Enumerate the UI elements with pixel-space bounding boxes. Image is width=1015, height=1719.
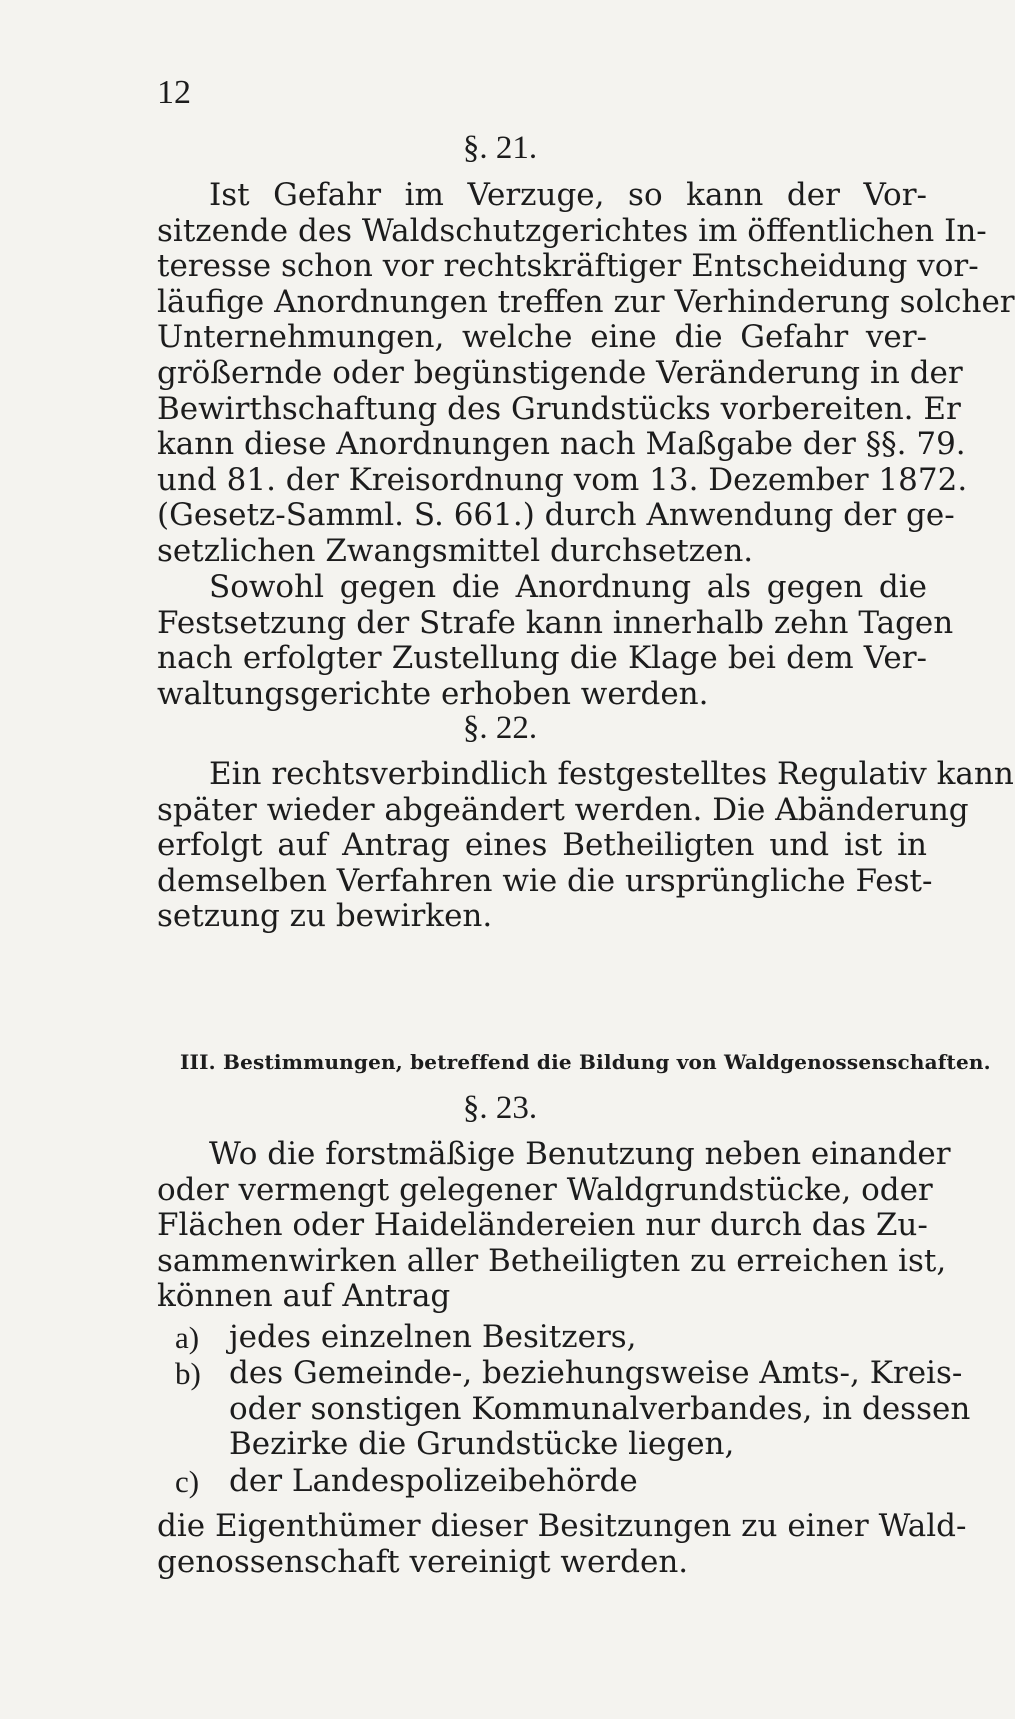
text-line: Bewirthschaftung des Grundstücks vorbereiten. Er bbox=[157, 390, 961, 427]
text-line: der Landespolizeibehörde bbox=[229, 1463, 638, 1499]
section-23-closing bbox=[157, 1508, 967, 1580]
text-line: später wieder abgeändert werden. Die Abänderung bbox=[157, 791, 969, 828]
list-item-c bbox=[175, 1464, 935, 1500]
page-number: 12 bbox=[157, 74, 191, 111]
text-line: setzung zu bewirken. bbox=[157, 898, 493, 935]
text-line: sitzende des Waldschutzgerichtes im öffentlichen In- bbox=[157, 212, 987, 249]
section-23-paragraph-1 bbox=[157, 1136, 951, 1315]
text-line: oder vermengt gelegener Waldgrundstücke, oder bbox=[157, 1171, 933, 1208]
text-line: erfolgt auf Antrag eines Betheiligten und ist in bbox=[157, 827, 927, 864]
text-line: Ist Gefahr im Verzuge, so kann der Vor- bbox=[209, 177, 927, 213]
text-line: größernde oder begünstigende Veränderung in der bbox=[157, 354, 963, 391]
section-22-paragraph-1 bbox=[157, 756, 1014, 935]
text-line: und 81. der Kreisordnung vom 13. Dezember 1872. bbox=[157, 461, 968, 498]
text-line: Unternehmungen, welche eine die Gefahr ver- bbox=[157, 319, 927, 356]
list-item-a bbox=[175, 1320, 935, 1356]
text-line: teresse schon vor rechtskräftiger Entscheidung vor- bbox=[157, 248, 979, 285]
text-line: demselben Verfahren wie die ursprüngliche Fest- bbox=[157, 862, 933, 899]
text-line: Festsetzung der Strafe kann innerhalb zehn Tagen bbox=[157, 604, 954, 641]
text-line: Sowohl gegen die Anordnung als gegen die bbox=[209, 569, 927, 605]
text-line: (Gesetz-Samml. S. 661.) durch Anwendung der ge- bbox=[157, 497, 955, 534]
paragraph-heading-23: §. 23. bbox=[462, 1090, 538, 1126]
text-line: jedes einzelnen Besitzers, bbox=[229, 1319, 637, 1355]
text-line: oder sonstigen Kommunalverbandes, in dessen bbox=[229, 1390, 971, 1427]
text-line: Wo die forstmäßige Benutzung neben einander bbox=[209, 1136, 951, 1172]
text-line: genossenschaft vereinigt werden. bbox=[157, 1543, 689, 1580]
text-line: Bezirke die Grundstücke liegen, bbox=[229, 1426, 735, 1463]
text-line: nach erfolgter Zustellung die Klage bei dem Ver- bbox=[157, 640, 927, 677]
text-line: des Gemeinde-, beziehungsweise Amts-, Kreis- bbox=[229, 1355, 963, 1391]
paragraph-heading-21: §. 21. bbox=[462, 130, 538, 166]
text-line: waltungsgerichte erhoben werden. bbox=[157, 675, 709, 712]
text-line: läufige Anordnungen treffen zur Verhinderung solcher bbox=[157, 283, 1015, 320]
section-21-paragraph-2 bbox=[157, 569, 954, 712]
paragraph-heading-22: §. 22. bbox=[462, 710, 538, 746]
text-line: können auf Antrag bbox=[157, 1278, 451, 1315]
section-21-paragraph-1 bbox=[157, 177, 1015, 570]
chapter-title: III. Bestimmungen, betreffend die Bildung von Waldgenossenschaften. bbox=[180, 1050, 991, 1074]
text-line: kann diese Anordnungen nach Maßgabe der §§. 79. bbox=[157, 426, 966, 463]
list-marker: b) bbox=[175, 1356, 201, 1391]
text-line: Flächen oder Haideländereien nur durch das Zu- bbox=[157, 1207, 928, 1244]
list-item-b bbox=[175, 1355, 971, 1463]
text-line: die Eigenthümer dieser Besitzungen zu einer Wald- bbox=[157, 1508, 967, 1544]
list-marker: c) bbox=[175, 1464, 200, 1499]
list-marker: a) bbox=[175, 1320, 200, 1355]
text-line: sammenwirken aller Betheiligten zu erreichen ist, bbox=[157, 1242, 947, 1279]
text-line: Ein rechtsverbindlich festgestelltes Regulativ kann bbox=[209, 756, 1014, 792]
text-line: setzlichen Zwangsmittel durchsetzen. bbox=[157, 532, 754, 569]
